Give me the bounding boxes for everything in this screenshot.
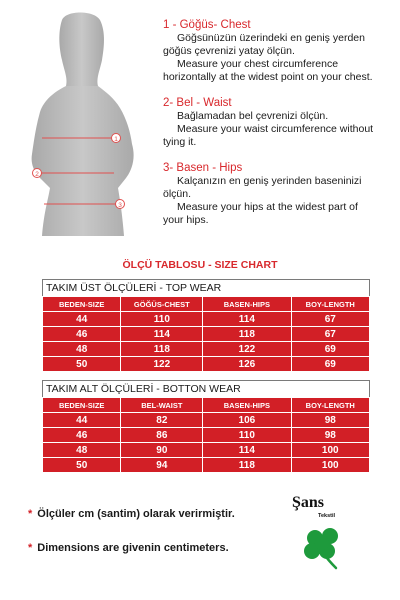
waist-title: 2- Bel - Waist [163,97,232,109]
header-cell: BEDEN-SIZE [43,398,121,413]
table-cell: 118 [203,327,291,342]
svg-text:3: 3 [118,202,122,209]
chest-tr-line-2: göğüs çevrenizi yatay ölçün. [163,45,295,57]
bottom-wear-label: TAKIM ALT ÖLÇÜLERİ - BOTTON WEAR [42,380,370,397]
table-cell: 44 [43,312,121,327]
brand-logo [288,494,358,574]
table-cell: 50 [43,357,121,372]
chest-en-line-1: Measure your chest circumference [177,58,339,70]
waist-en-line-1: Measure your waist circumference without [177,123,374,135]
table-cell: 69 [291,357,370,372]
header-cell: BASEN-HIPS [203,398,291,413]
chest-title: 1 - Göğüs- Chest [163,19,251,31]
table-cell: 114 [203,443,291,458]
table-cell: 126 [203,357,291,372]
table-cell: 50 [43,458,121,473]
hips-en-line-1: Measure your hips at the widest part of [177,201,358,213]
table-cell: 69 [291,342,370,357]
table-cell: 44 [43,413,121,428]
table-cell: 82 [121,413,203,428]
table-cell: 122 [121,357,203,372]
hips-tr-line-1: Kalçanızın en geniş yerinden baseninizi [177,175,362,187]
table-row [43,458,370,473]
hips-tr-line-2: ölçün. [163,188,192,200]
table-cell: 48 [43,342,121,357]
table-cell: 46 [43,428,121,443]
note-english-text: Dimensions are givenin centimeters. [37,542,229,554]
header-cell: BASEN-HIPS [203,297,291,312]
note-star: * [28,508,33,520]
table-cell: 100 [291,443,370,458]
table-cell: 118 [203,458,291,473]
top-wear-section [42,279,370,372]
table-row [43,327,370,342]
svg-text:2: 2 [35,171,39,178]
marker-3 [116,200,125,210]
note-turkish-text: Ölçüler cm (santim) olarak verirmiştir. [37,508,235,520]
brand-name: Şans [292,494,325,511]
table-row [43,413,370,428]
marker-2 [33,169,42,179]
measurement-instructions [163,18,395,236]
header-cell: BOY-LENGTH [291,398,370,413]
top-wear-label: TAKIM ÜST ÖLÇÜLERİ - TOP WEAR [42,279,370,296]
chest-en-line-2: horizontally at the widest point on your chest. [163,71,373,83]
size-chart-title: ÖLÇÜ TABLOSU - SIZE CHART [122,259,278,271]
header-cell: BEL-WAIST [121,398,203,413]
table-cell: 98 [291,413,370,428]
note-turkish [28,508,235,520]
waist-tr-line-1: Bağlamadan bel çevrenizi ölçün. [177,110,329,122]
header-cell: BOY-LENGTH [291,297,370,312]
table-cell: 48 [43,443,121,458]
waist-en-line-2: tying it. [163,136,197,148]
table-cell: 46 [43,327,121,342]
table-cell: 90 [121,443,203,458]
table-cell: 110 [121,312,203,327]
note-english [28,542,229,554]
marker-1 [112,134,121,144]
table-cell: 67 [291,312,370,327]
table-cell: 86 [121,428,203,443]
table-cell: 118 [121,342,203,357]
brand-subtitle: Tekstil [318,513,336,519]
table-cell: 100 [291,458,370,473]
table-row [43,312,370,327]
table-cell: 110 [203,428,291,443]
table-cell: 67 [291,327,370,342]
table-cell: 98 [291,428,370,443]
clover-icon [300,524,346,570]
header-cell: GÖĞÜS-CHEST [121,297,203,312]
hips-instruction [163,161,395,227]
table-row [43,428,370,443]
svg-text:1: 1 [114,136,118,143]
header-cell: BEDEN-SIZE [43,297,121,312]
hips-title: 3- Basen - Hips [163,162,243,174]
bottom-wear-section [42,380,370,473]
table-header-row [43,297,370,312]
hips-en-line-2: your hips. [163,214,209,226]
chest-tr-line-1: Göğsünüzün üzerindeki en geniş yerden [177,32,365,44]
table-row [43,357,370,372]
table-cell: 106 [203,413,291,428]
table-cell: 94 [121,458,203,473]
note-star: * [28,542,33,554]
bottom-wear-table [42,397,370,473]
waist-instruction [163,96,395,149]
table-row [43,342,370,357]
table-row [43,443,370,458]
top-wear-table [42,296,370,372]
table-cell: 114 [121,327,203,342]
body-silhouette [14,8,149,238]
table-cell: 122 [203,342,291,357]
table-cell: 114 [203,312,291,327]
chest-instruction [163,18,395,84]
table-header-row [43,398,370,413]
